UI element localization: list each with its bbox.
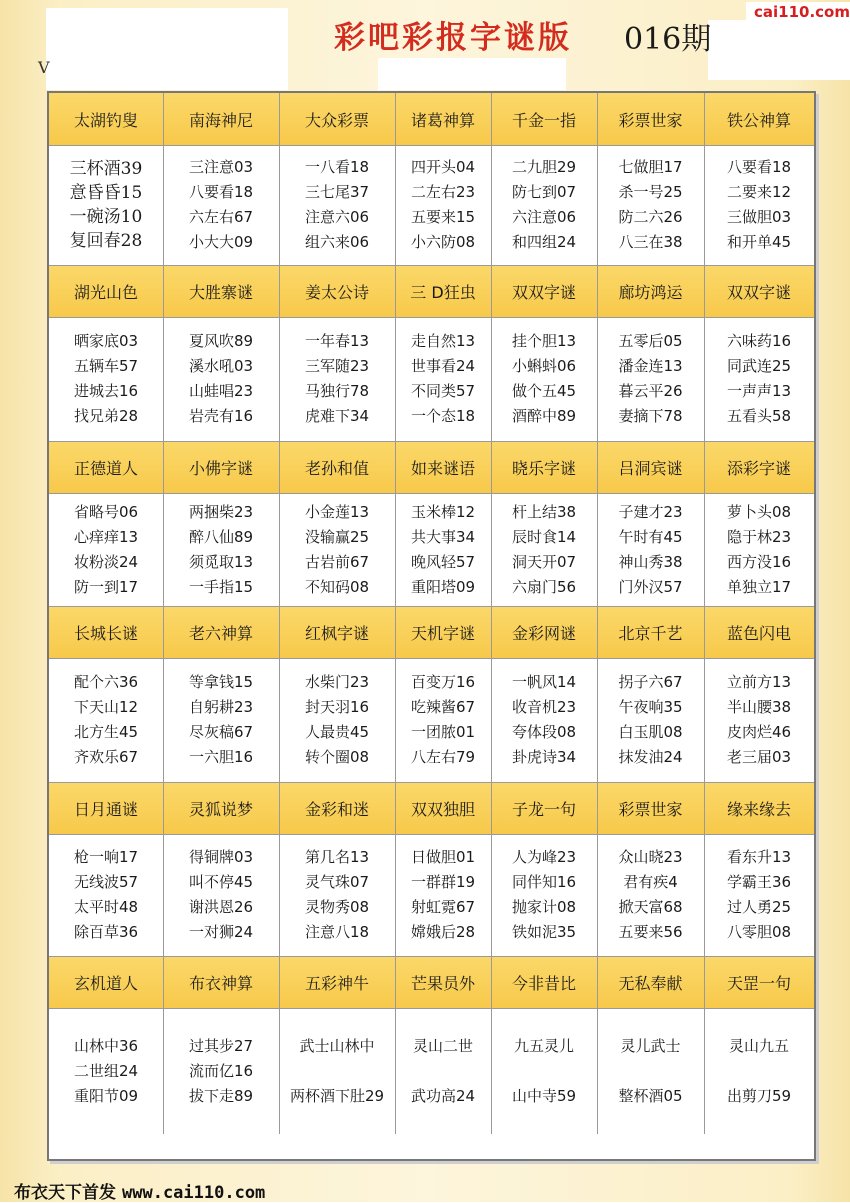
- riddle-line: 枪一响17: [73, 848, 139, 866]
- predictor-name: 千金一指: [491, 93, 597, 145]
- riddle-line: 三做胆03: [726, 208, 792, 226]
- predictor-name: 灵狐说梦: [163, 782, 279, 834]
- riddle-line: 六注意06: [511, 208, 577, 226]
- riddle-line: 小六防08: [410, 233, 476, 251]
- riddle-line: 出剪刀59: [726, 1086, 792, 1105]
- predictor-name: 铁公神算: [704, 93, 814, 145]
- riddle-cell: [491, 145, 597, 265]
- riddle-line: 学霸王36: [726, 873, 792, 891]
- predictor-name: 长城长谜: [49, 606, 163, 658]
- riddle-line: 抛家计08: [511, 898, 577, 916]
- riddle-cell: [279, 317, 395, 441]
- riddle-cell: [491, 1008, 597, 1134]
- riddle-line: [395, 1059, 491, 1084]
- riddle-line: 收音机23: [511, 698, 577, 716]
- riddle-line: 午夜响35: [618, 698, 683, 716]
- riddle-line: 得铜牌03: [188, 848, 254, 866]
- riddle-line: 马独行78: [304, 382, 370, 400]
- riddle-line: 吃辣酱67: [410, 698, 476, 716]
- predictor-name: 蓝色闪电: [704, 606, 814, 658]
- riddle-line: 山林中36: [73, 1036, 139, 1055]
- footer-url[interactable]: www.cai110.com: [122, 1183, 266, 1203]
- riddle-line: 第几名13: [304, 848, 370, 866]
- page-title: 彩吧彩报字谜版: [334, 20, 572, 56]
- riddle-cell: [597, 145, 704, 265]
- riddle-line: 立前方13: [726, 673, 792, 691]
- riddle-line: 和四组24: [511, 233, 577, 251]
- riddle-line: 嫦娥后28: [410, 923, 476, 941]
- predictor-name: 诸葛神算: [395, 93, 491, 145]
- predictor-name: 红枫字谜: [279, 606, 395, 658]
- riddle-line: 五辆车57: [73, 357, 139, 375]
- riddle-line: 等拿钱15: [188, 673, 254, 691]
- blank-patch-right: [708, 20, 850, 80]
- predictor-name: 正德道人: [49, 441, 163, 493]
- riddle-line: 挂个胆13: [511, 332, 577, 350]
- predictor-name: 三 D狂虫: [395, 265, 491, 317]
- riddle-cell: [163, 834, 279, 956]
- riddle-cell: [597, 493, 704, 606]
- riddle-cell: [491, 493, 597, 606]
- riddle-line: 二九胆29: [511, 158, 577, 176]
- riddle-line: 玉米棒12: [410, 502, 476, 521]
- riddle-line: 世事看24: [410, 357, 476, 375]
- riddle-line: 门外汉57: [618, 577, 683, 596]
- riddle-cell: [395, 834, 491, 956]
- riddle-line: 君有疾4: [623, 873, 678, 891]
- predictor-name: 无私奉献: [597, 956, 704, 1008]
- riddle-line: 神山秀38: [618, 552, 683, 571]
- riddle-line: 射虹霓67: [410, 898, 476, 916]
- grid-column-divider: [279, 93, 280, 1134]
- riddle-line: 古岩前67: [304, 552, 370, 571]
- riddle-line: 防二六26: [618, 208, 683, 226]
- riddle-line: 半山腰38: [726, 698, 792, 716]
- riddle-line: 三七尾37: [304, 183, 370, 201]
- riddle-line: 杆上结38: [511, 502, 577, 521]
- riddle-cell: [49, 493, 163, 606]
- predictor-name: 吕洞宾谜: [597, 441, 704, 493]
- riddle-line: 流而亿16: [188, 1061, 254, 1080]
- riddle-line: 老三届03: [726, 748, 792, 766]
- riddle-line: 防一到17: [73, 577, 139, 596]
- riddle-cell: [597, 658, 704, 782]
- riddle-cell: [279, 658, 395, 782]
- riddle-line: 组六来06: [304, 233, 370, 251]
- riddle-line: 一六胆16: [188, 748, 254, 766]
- riddle-line: 百变万16: [410, 673, 476, 691]
- riddle-line: 溪水吼03: [188, 357, 254, 375]
- riddle-line: 子建才23: [618, 502, 683, 521]
- riddle-line: 过其步27: [188, 1036, 254, 1055]
- riddle-cell: [704, 658, 814, 782]
- predictor-name: 双双独胆: [395, 782, 491, 834]
- riddle-line: 尽灰稿67: [188, 723, 254, 741]
- riddle-line: 一对狮24: [188, 923, 254, 941]
- grid-column-divider: [163, 93, 164, 1134]
- riddle-line: 重阳节09: [73, 1086, 139, 1105]
- riddle-line: 做个五45: [511, 382, 577, 400]
- predictor-name: 老孙和值: [279, 441, 395, 493]
- riddle-line: 晒家底03: [73, 332, 139, 350]
- riddle-line: 武士山林中: [299, 1036, 375, 1055]
- riddle-line: 六味药16: [726, 332, 792, 350]
- riddle-cell: [49, 145, 163, 265]
- riddle-line: 五要来56: [618, 923, 683, 941]
- riddle-line: 晚风轻57: [410, 552, 476, 571]
- predictor-name: 缘来缘去: [704, 782, 814, 834]
- header-mark: V: [38, 58, 50, 77]
- riddle-line: 单独立17: [726, 577, 792, 596]
- riddle-line: 同伴知16: [511, 873, 577, 891]
- footer-text: 布衣天下首发: [14, 1183, 116, 1203]
- riddle-line: 皮肉烂46: [726, 723, 792, 741]
- riddle-cell: [279, 1008, 395, 1134]
- riddle-cell: [49, 1008, 163, 1134]
- riddle-line: 叫不停45: [188, 873, 254, 891]
- predictor-name: 小佛字谜: [163, 441, 279, 493]
- riddle-cell: [704, 317, 814, 441]
- riddle-line: 一团脓01: [410, 723, 476, 741]
- riddle-line: 洞天开07: [511, 552, 577, 571]
- riddle-line: 走自然13: [410, 332, 476, 350]
- riddle-line: 自躬耕23: [188, 698, 254, 716]
- riddle-line: 武功高24: [410, 1086, 476, 1105]
- riddle-line: 三注意03: [188, 158, 254, 176]
- riddle-line: 铁如泥35: [511, 923, 577, 941]
- riddle-line: 岩壳有16: [188, 407, 254, 425]
- grid-column-divider: [491, 93, 492, 1134]
- riddle-line: 四开头04: [410, 158, 476, 176]
- riddle-line: 两捆柴23: [188, 502, 254, 521]
- riddle-line: [704, 1059, 814, 1084]
- riddle-line: 小大大09: [188, 233, 254, 251]
- blank-patch-left: [46, 8, 288, 90]
- predictor-name: 如来谜语: [395, 441, 491, 493]
- riddle-line: 灵物秀08: [304, 898, 370, 916]
- riddle-line: 人为峰23: [511, 848, 577, 866]
- riddle-line: 西方没16: [726, 552, 792, 571]
- riddle-line: 八零胆08: [726, 923, 792, 941]
- riddle-cell: [163, 493, 279, 606]
- riddle-line: 九五灵儿: [513, 1036, 574, 1055]
- riddle-cell: [704, 1008, 814, 1134]
- predictor-name: 廊坊鸿运: [597, 265, 704, 317]
- riddle-line: 两杯酒下肚29: [289, 1086, 385, 1105]
- riddle-line: 午时有45: [618, 527, 683, 546]
- riddle-line: 夏风吹89: [188, 332, 254, 350]
- riddle-line: 虎难下34: [304, 407, 370, 425]
- riddle-cell: [163, 658, 279, 782]
- predictor-name: 彩票世家: [597, 93, 704, 145]
- riddle-line: 掀天富68: [618, 898, 683, 916]
- riddle-line: 灵山九五: [728, 1036, 789, 1055]
- riddle-line: 共大事34: [410, 527, 476, 546]
- riddle-cell: [704, 145, 814, 265]
- riddle-line: 六扇门56: [511, 577, 577, 596]
- riddle-line: 灵山二世: [412, 1036, 473, 1055]
- riddle-cell: [163, 145, 279, 265]
- riddle-cell: [491, 658, 597, 782]
- riddle-line: 拔下走89: [188, 1086, 254, 1105]
- riddle-cell: [163, 1008, 279, 1134]
- riddle-line: 谢洪恩26: [188, 898, 254, 916]
- riddle-cell: [597, 834, 704, 956]
- riddle-line: 酒醉中89: [511, 407, 577, 425]
- riddle-line: 心痒痒13: [73, 527, 139, 546]
- riddle-line: 北方生45: [73, 723, 139, 741]
- riddle-cell: [491, 317, 597, 441]
- grid-column-divider: [395, 93, 396, 1134]
- riddle-line: 妻摘下78: [618, 407, 683, 425]
- riddle-cell: [395, 1008, 491, 1134]
- riddle-line: 水柴门23: [304, 673, 370, 691]
- predictor-name: 天机字谜: [395, 606, 491, 658]
- riddle-line: 三杯酒39: [69, 159, 143, 179]
- riddle-cell: [597, 317, 704, 441]
- riddle-line: 灵气珠07: [304, 873, 370, 891]
- predictor-name: 姜太公诗: [279, 265, 395, 317]
- riddle-line: 一碗汤10: [69, 207, 143, 227]
- riddle-line: 妆粉淡24: [73, 552, 139, 571]
- footer: [14, 1178, 265, 1203]
- riddle-line: 封天羽16: [304, 698, 370, 716]
- predictor-name: 太湖钓叟: [49, 93, 163, 145]
- predictor-name: 大胜寨谜: [163, 265, 279, 317]
- riddle-line: 不同类57: [410, 382, 476, 400]
- riddle-line: 太平时48: [73, 898, 139, 916]
- riddle-line: 五零后05: [618, 332, 683, 350]
- riddle-line: 八要看18: [726, 158, 792, 176]
- riddle-line: 山蛙唱23: [188, 382, 254, 400]
- predictor-name: 添彩字谜: [704, 441, 814, 493]
- riddle-line: 须觅取13: [188, 552, 254, 571]
- riddle-line: 七做胆17: [618, 158, 683, 176]
- riddle-line: 一八看18: [304, 158, 370, 176]
- predictor-name: 金彩和迷: [279, 782, 395, 834]
- riddle-line: 八左右79: [410, 748, 476, 766]
- riddle-line: 一个态18: [410, 407, 476, 425]
- riddle-cell: [395, 493, 491, 606]
- riddle-line: 山中寺59: [511, 1086, 577, 1105]
- riddle-line: 灵儿武士: [620, 1036, 681, 1055]
- riddle-line: 齐欢乐67: [73, 748, 139, 766]
- riddle-cell: [597, 1008, 704, 1134]
- riddle-line: 没输赢25: [304, 527, 370, 546]
- predictor-name: 彩票世家: [597, 782, 704, 834]
- predictor-name: 子龙一句: [491, 782, 597, 834]
- predictor-name: 五彩神牛: [279, 956, 395, 1008]
- riddle-line: 一手指15: [188, 577, 254, 596]
- riddle-board: [47, 91, 816, 1161]
- riddle-line: 意昏昏15: [69, 183, 143, 203]
- riddle-line: 整杯酒05: [618, 1086, 683, 1105]
- riddle-line: 夸体段08: [511, 723, 577, 741]
- grid-column-divider: [704, 93, 705, 1134]
- riddle-line: 二世组24: [73, 1061, 139, 1080]
- riddle-line: 找兄弟28: [73, 407, 139, 425]
- riddle-cell: [49, 834, 163, 956]
- riddle-line: 无线波57: [73, 873, 139, 891]
- riddle-line: 配个六36: [73, 673, 139, 691]
- riddle-cell: [704, 493, 814, 606]
- riddle-cell: [279, 493, 395, 606]
- predictor-name: 今非昔比: [491, 956, 597, 1008]
- riddle-line: 众山晓23: [618, 848, 683, 866]
- riddle-line: [491, 1059, 597, 1084]
- riddle-cell: [279, 145, 395, 265]
- riddle-line: 拐子六67: [618, 673, 683, 691]
- predictor-name: 玄机道人: [49, 956, 163, 1008]
- riddle-line: [597, 1059, 704, 1084]
- riddle-line: 三军随23: [304, 357, 370, 375]
- riddle-line: 白玉肌08: [618, 723, 683, 741]
- riddle-line: 一群群19: [410, 873, 476, 891]
- riddle-line: 辰时食14: [511, 527, 577, 546]
- predictor-name: 老六神算: [163, 606, 279, 658]
- riddle-line: 小蝌蚪06: [511, 357, 577, 375]
- riddle-cell: [49, 317, 163, 441]
- predictor-name: 北京千艺: [597, 606, 704, 658]
- riddle-line: 日做胆01: [410, 848, 476, 866]
- riddle-line: 小金莲13: [304, 502, 370, 521]
- riddle-line: 转个圈08: [304, 748, 370, 766]
- riddle-line: [279, 1059, 395, 1084]
- predictor-name: 天罡一句: [704, 956, 814, 1008]
- riddle-line: 二左右23: [410, 183, 476, 201]
- riddle-line: 二要来12: [726, 183, 792, 201]
- predictor-name: 南海神尼: [163, 93, 279, 145]
- riddle-line: 暮云平26: [618, 382, 683, 400]
- riddle-line: 醉八仙89: [188, 527, 254, 546]
- predictor-name: 双双字谜: [704, 265, 814, 317]
- site-logo[interactable]: cai110.com: [746, 2, 850, 22]
- issue-number: 016期: [624, 22, 712, 57]
- riddle-line: 进城去16: [73, 382, 139, 400]
- riddle-cell: [395, 317, 491, 441]
- riddle-line: 隐于林23: [726, 527, 792, 546]
- riddle-cell: [395, 145, 491, 265]
- riddle-line: 和开单45: [726, 233, 792, 251]
- riddle-line: 六左右67: [188, 208, 254, 226]
- riddle-line: 八三在38: [618, 233, 683, 251]
- riddle-line: 注意六06: [304, 208, 370, 226]
- riddle-cell: [491, 834, 597, 956]
- predictor-name: 布衣神算: [163, 956, 279, 1008]
- riddle-cell: [49, 658, 163, 782]
- blank-patch-center: [378, 58, 566, 90]
- riddle-line: 杀一号25: [618, 183, 683, 201]
- predictor-name: 芒果员外: [395, 956, 491, 1008]
- predictor-name: 湖光山色: [49, 265, 163, 317]
- riddle-cell: [279, 834, 395, 956]
- riddle-line: 八要看18: [188, 183, 254, 201]
- riddle-line: 看东升13: [726, 848, 792, 866]
- riddle-line: 不知码08: [304, 577, 370, 596]
- riddle-line: 同武连25: [726, 357, 792, 375]
- riddle-line: 人最贵45: [304, 723, 370, 741]
- riddle-line: 除百草36: [73, 923, 139, 941]
- riddle-line: 一年春13: [304, 332, 370, 350]
- riddle-cell: [704, 834, 814, 956]
- riddle-line: 一帆风14: [511, 673, 577, 691]
- riddle-line: 一声声13: [726, 382, 792, 400]
- riddle-line: 五要来15: [410, 208, 476, 226]
- riddle-line: 五看头58: [726, 407, 792, 425]
- predictor-name: 日月通谜: [49, 782, 163, 834]
- riddle-line: 省略号06: [73, 502, 139, 521]
- riddle-line: 下天山12: [73, 698, 139, 716]
- riddle-line: 卦虎诗34: [511, 748, 577, 766]
- riddle-line: 过人勇25: [726, 898, 792, 916]
- riddle-cell: [163, 317, 279, 441]
- riddle-line: 重阳塔09: [410, 577, 476, 596]
- grid-column-divider: [597, 93, 598, 1134]
- riddle-line: 注意八18: [304, 923, 370, 941]
- riddle-cell: [395, 658, 491, 782]
- riddle-line: 复回春28: [69, 231, 143, 251]
- predictor-name: 金彩网谜: [491, 606, 597, 658]
- riddle-line: 抹发油24: [618, 748, 683, 766]
- predictor-name: 大众彩票: [279, 93, 395, 145]
- predictor-name: 晓乐字谜: [491, 441, 597, 493]
- riddle-line: 潘金连13: [618, 357, 683, 375]
- riddle-line: 防七到07: [511, 183, 577, 201]
- predictor-name: 双双字谜: [491, 265, 597, 317]
- riddle-line: 萝卜头08: [726, 502, 792, 521]
